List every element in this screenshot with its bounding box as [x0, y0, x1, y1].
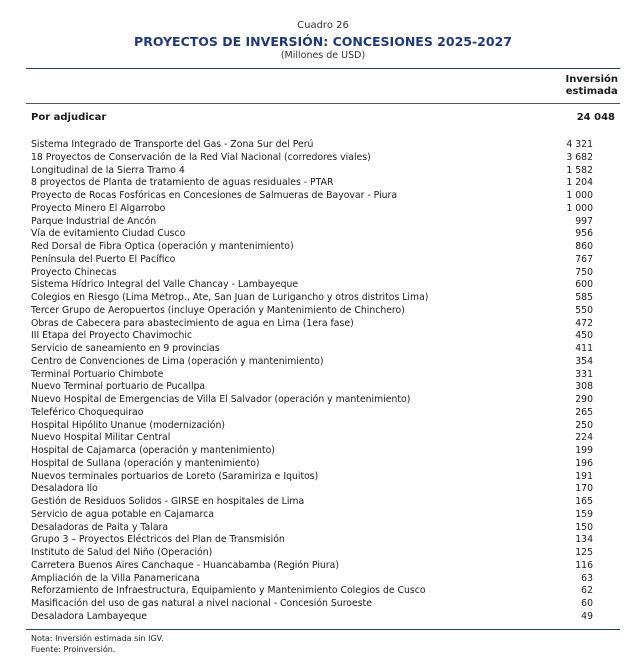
- table-row: [26, 267, 620, 280]
- table-row: [26, 420, 620, 433]
- table-row: [26, 369, 620, 382]
- page-title: PROYECTOS DE INVERSIÓN: CONCESIONES 2025-2027: [134, 34, 512, 49]
- summary-label: Por adjudicar: [31, 112, 107, 123]
- project-value: 750: [575, 266, 593, 278]
- project-value: 250: [575, 419, 593, 431]
- project-list: [26, 139, 620, 624]
- project-value: 1 000: [566, 202, 593, 214]
- column-header-line1: Inversión: [565, 74, 618, 85]
- project-value: 49: [581, 610, 593, 622]
- table-row: [26, 177, 620, 190]
- project-value: 600: [575, 279, 593, 291]
- project-value: 860: [575, 241, 593, 252]
- project-value: 165: [575, 496, 593, 507]
- project-value: 224: [575, 432, 593, 444]
- project-name: Terminal Portuario Chimbote: [31, 368, 164, 380]
- project-name: Tercer Grupo de Aeropuertos (incluye Operación y Mantenimiento de Chinchero): [31, 304, 405, 316]
- project-value: 199: [575, 445, 593, 456]
- table-row: [26, 318, 620, 331]
- project-name: Colegios en Riesgo (Lima Metrop., Ate, San Juan de Lurigancho y otros distritos Lima): [31, 292, 429, 303]
- project-name: Hospital de Cajamarca (operación y mantenimiento): [31, 445, 275, 456]
- project-name: Masificación del uso de gas natural a nivel nacional - Concesión Suroeste: [31, 598, 372, 609]
- project-value: 308: [575, 381, 593, 393]
- table-row: [26, 241, 620, 254]
- header-rule: [26, 103, 620, 104]
- project-name: Sistema Integrado de Transporte del Gas - Zona Sur del Perú: [31, 139, 314, 150]
- project-name: Ampliación de la Villa Panamericana: [31, 572, 200, 584]
- project-name: Reforzamiento de Infraestructura, Equipamiento y Mantenimiento Colegios de Cusco: [31, 585, 426, 597]
- table-row: [26, 381, 620, 394]
- project-name: Proyecto de Rocas Fosfóricas en Concesiones de Salmueras de Bayovar - Piura: [31, 190, 398, 201]
- project-name: Nuevo Hospital Militar Central: [31, 432, 171, 444]
- project-name: Longitudinal de la Sierra Tramo 4: [31, 164, 185, 176]
- table-row: [26, 509, 620, 522]
- table-row: [26, 279, 620, 292]
- project-value: 956: [575, 228, 593, 240]
- project-name: 8 proyectos de Planta de tratamiento de aguas residuales - PTAR: [31, 177, 334, 189]
- units-subtitle: (Millones de USD): [280, 50, 366, 61]
- project-value: 125: [575, 547, 593, 558]
- project-value: 265: [575, 406, 593, 418]
- project-name: Nuevo Terminal portuario de Pucallpa: [31, 381, 206, 393]
- project-name: III Etapa del Proyecto Chavimochic: [31, 330, 193, 342]
- table-row: [26, 356, 620, 369]
- project-value: 411: [575, 343, 593, 354]
- table-row: [26, 139, 620, 152]
- table-row: [26, 407, 620, 420]
- project-value: 116: [575, 559, 593, 571]
- table-row: [26, 483, 620, 496]
- project-value: 3 682: [566, 151, 593, 163]
- table-row: [26, 190, 620, 203]
- table-row: [26, 292, 620, 305]
- project-value: 63: [581, 572, 593, 584]
- project-name: Desaladora Lambayeque: [31, 610, 148, 622]
- project-name: Nuevos terminales portuarios de Loreto (Saramiriza e Iquitos): [31, 470, 319, 482]
- project-name: Hospital de Sullana (operación y mantenimiento): [31, 457, 260, 469]
- table-row: [26, 445, 620, 458]
- table-row: [26, 598, 620, 611]
- note-text: Nota: Inversión estimada sin IGV.: [31, 633, 164, 643]
- table-row: [26, 560, 620, 573]
- column-header-row: [26, 69, 620, 99]
- project-name: Vía de evitamiento Ciudad Cusco: [31, 228, 186, 240]
- table-row: [26, 228, 620, 241]
- table-row: [26, 432, 620, 445]
- project-value: 354: [575, 355, 593, 367]
- project-value: 1 000: [566, 190, 593, 201]
- project-name: Desaladoras de Paita y Talara: [31, 521, 169, 533]
- project-name: Instituto de Salud del Niño (Operación): [31, 547, 213, 558]
- project-value: 767: [575, 253, 593, 265]
- summary-value: 24 048: [576, 112, 615, 123]
- project-value: 191: [575, 470, 593, 482]
- project-value: 472: [575, 317, 593, 329]
- table-row: [26, 165, 620, 178]
- table-row: [26, 394, 620, 407]
- table-row: [26, 254, 620, 267]
- project-value: 170: [575, 483, 593, 495]
- table-row: [26, 534, 620, 547]
- project-value: 331: [575, 368, 593, 380]
- column-header-line2: estimada: [565, 85, 618, 97]
- table-row: [26, 305, 620, 318]
- project-value: 290: [575, 394, 593, 405]
- project-name: Servicio de saneamiento en 9 provincias: [31, 343, 220, 354]
- footnotes: [26, 633, 620, 655]
- project-name: Gestión de Residuos Solidos - GIRSE en hospitales de Lima: [31, 496, 305, 507]
- table-row: [26, 611, 620, 624]
- project-name: Grupo 3 – Proyectos Eléctricos del Plan de Transmisión: [31, 534, 285, 546]
- project-name: 18 Proyectos de Conservación de la Red Vial Nacional (corredores viales): [31, 151, 371, 163]
- table-number: Cuadro 26: [297, 20, 349, 31]
- project-value: 159: [575, 508, 593, 520]
- project-value: 62: [581, 585, 593, 597]
- project-name: Red Dorsal de Fibra Óptica (operación y mantenimiento): [31, 241, 294, 252]
- table-row: [26, 203, 620, 216]
- project-value: 997: [575, 215, 593, 227]
- project-name: Desaladora Ilo: [31, 483, 98, 495]
- table-row: [26, 330, 620, 343]
- table-row: [26, 152, 620, 165]
- project-name: Península del Puerto El Pacífico: [31, 253, 176, 265]
- project-value: 1 204: [566, 177, 593, 189]
- project-name: Servicio de agua potable en Cajamarca: [31, 508, 214, 520]
- column-header-investment: [566, 74, 618, 97]
- table-row: [26, 458, 620, 471]
- project-name: Hospital Hipólito Unanue (modernización): [31, 419, 225, 431]
- project-name: Nuevo Hospital de Emergencias de Villa El Salvador (operación y mantenimiento): [31, 394, 411, 405]
- table-row: [26, 471, 620, 484]
- project-value: 196: [575, 457, 593, 469]
- project-name: Carretera Buenos Aires Canchaque - Huancabamba (Región Piura): [31, 559, 339, 571]
- project-value: 585: [575, 292, 593, 303]
- project-value: 550: [575, 304, 593, 316]
- project-name: Teleférico Choquequirao: [31, 406, 144, 418]
- project-value: 4 321: [566, 139, 593, 150]
- table-row: [26, 522, 620, 535]
- table-row: [26, 216, 620, 229]
- table-row: [26, 573, 620, 586]
- project-value: 450: [575, 330, 593, 342]
- table-row: [26, 585, 620, 598]
- project-value: 1 582: [566, 164, 593, 176]
- table-row: [26, 343, 620, 356]
- project-value: 60: [581, 598, 593, 609]
- table-row: [26, 547, 620, 560]
- table-row: [26, 496, 620, 509]
- project-value: 134: [575, 534, 593, 546]
- project-name: Sistema Hídrico Integral del Valle Chancay - Lambayeque: [31, 279, 299, 291]
- bottom-rule: [26, 629, 620, 630]
- project-name: Proyecto Chinecas: [31, 266, 117, 278]
- project-value: 150: [575, 521, 593, 533]
- project-name: Obras de Cabecera para abastecimiento de agua en Lima (1era fase): [31, 317, 354, 329]
- project-name: Parque Industrial de Ancón: [31, 215, 157, 227]
- project-name: Centro de Convenciones de Lima (operación y mantenimiento): [31, 355, 324, 367]
- source-text: Fuente: Proinversión.: [31, 644, 116, 654]
- project-name: Proyecto Minero El Algarrobo: [31, 202, 166, 214]
- summary-row: [26, 111, 620, 125]
- report-table: [26, 0, 620, 655]
